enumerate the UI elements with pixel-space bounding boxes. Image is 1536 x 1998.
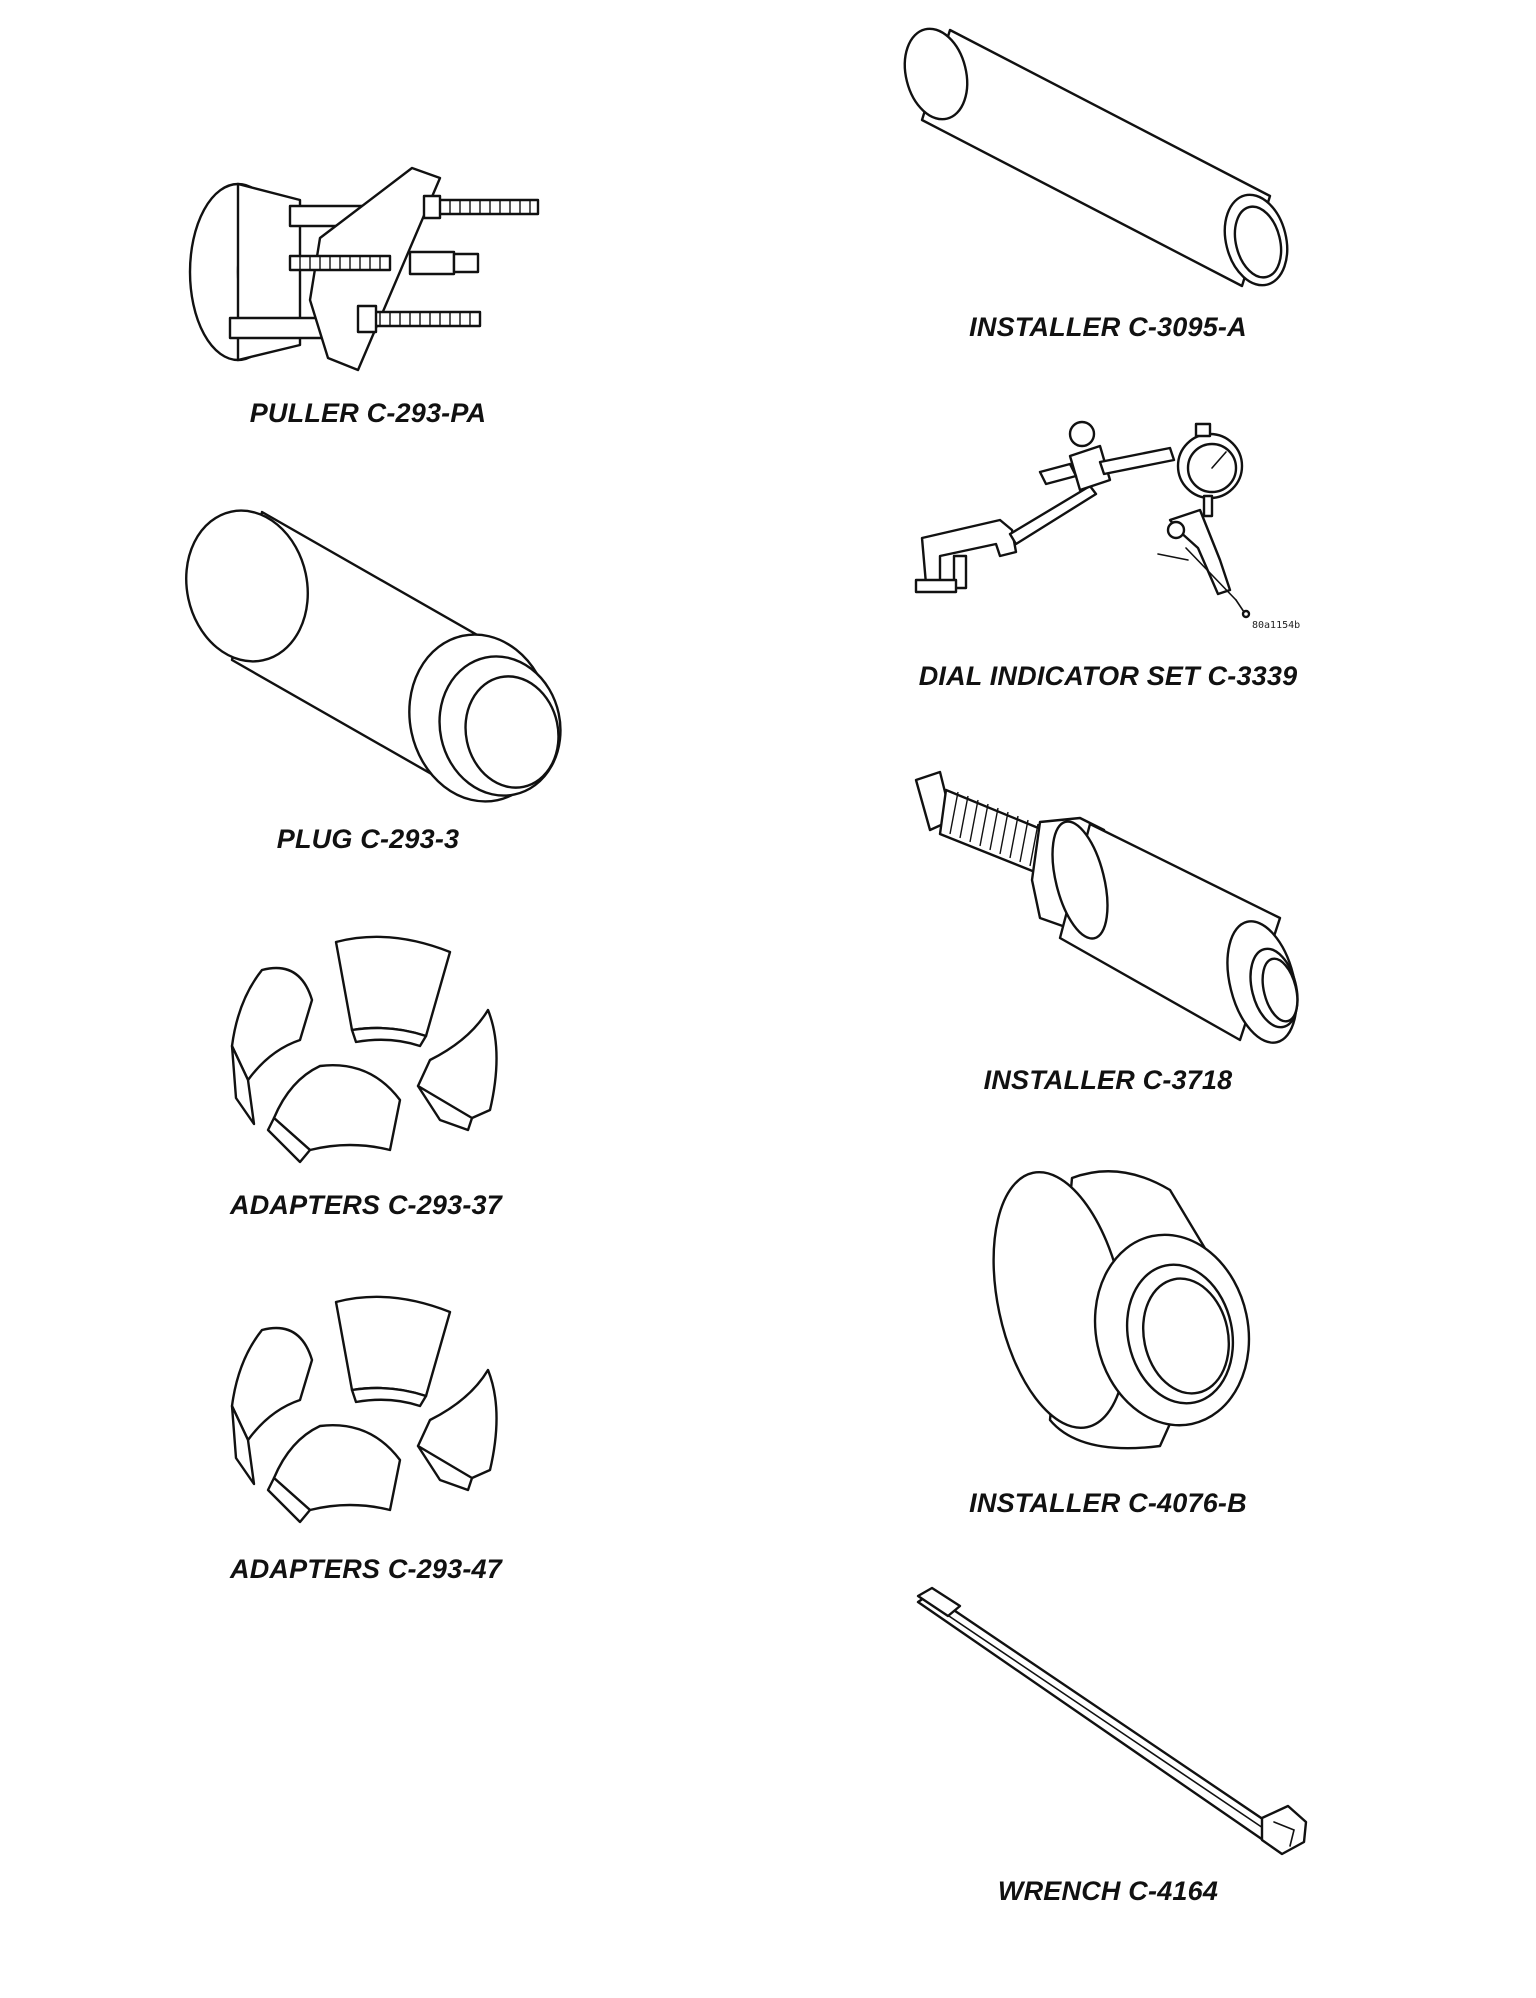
tool-caption: WRENCH C-4164 <box>997 1876 1219 1906</box>
threaded-installer-icon <box>916 772 1308 1050</box>
adapters-icon <box>232 1297 497 1522</box>
disc-installer-icon <box>972 1160 1266 1448</box>
figure-code: 80a1154b <box>1252 620 1301 631</box>
tube-installer-icon <box>896 22 1296 292</box>
tool-caption: PLUG C-293-3 <box>276 824 460 854</box>
wrench-icon <box>918 1588 1306 1854</box>
adapters-icon <box>232 937 497 1162</box>
tool-caption: ADAPTERS C-293-47 <box>230 1554 502 1584</box>
plug-icon <box>173 499 574 815</box>
tool-caption: ADAPTERS C-293-37 <box>230 1190 502 1220</box>
puller-icon <box>190 168 538 370</box>
tool-caption: PULLER C-293-PA <box>249 398 487 428</box>
tool-caption: INSTALLER C-4076-B <box>969 1488 1247 1518</box>
tool-caption: INSTALLER C-3095-A <box>969 312 1247 342</box>
tool-caption: INSTALLER C-3718 <box>983 1065 1233 1095</box>
dial-indicator-icon <box>916 422 1249 617</box>
tool-caption: DIAL INDICATOR SET C-3339 <box>918 661 1298 691</box>
